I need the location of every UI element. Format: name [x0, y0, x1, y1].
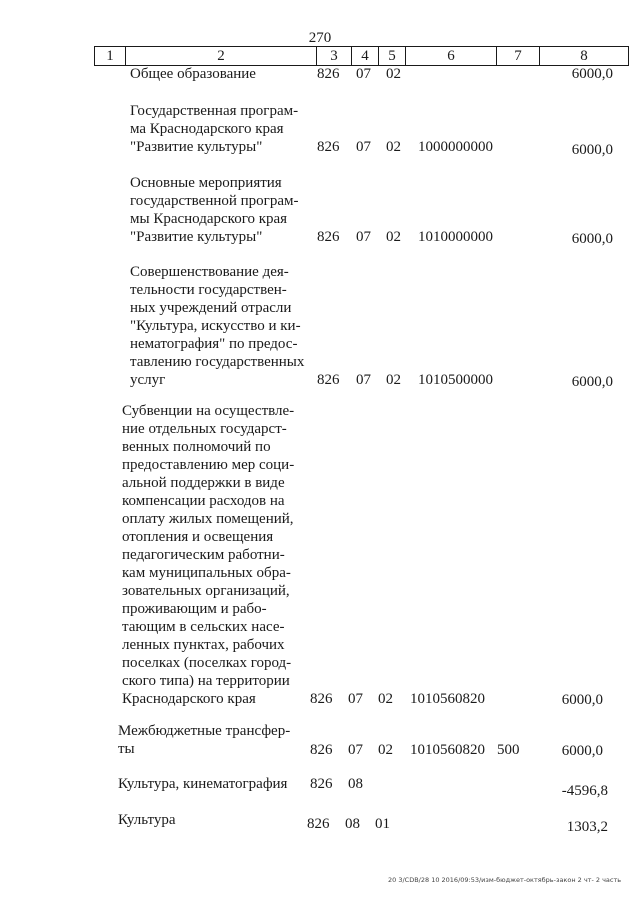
row-5-c8: 6000,0: [561, 743, 603, 759]
row-0-c8: 6000,0: [571, 66, 613, 82]
header-col-8: 8: [580, 48, 588, 64]
header-col-2: 2: [126, 47, 317, 65]
row-5-c7: 500: [497, 742, 520, 758]
table-row-7-desc: Культура: [118, 812, 176, 828]
row-2-c5: 02: [386, 229, 401, 245]
row-0-c5: 02: [386, 66, 401, 82]
header-col-7: 7: [497, 47, 540, 65]
row-0-c3: 826: [317, 66, 340, 82]
table-row-3-desc: Совершенствование дея- тельности государствен- ных учреждений отрасли "Культура, искусство и ки- нематография" по предос- тавлению государственных услуг: [130, 264, 305, 388]
header-col-6: 6: [406, 47, 497, 65]
row-2-c4: 07: [356, 229, 371, 245]
row-1-c6: 1000000000: [418, 139, 493, 155]
row-6-c8: -4596,8: [561, 783, 608, 799]
table-row-0-desc: Общее образование: [130, 66, 256, 82]
row-5-c4: 07: [348, 742, 363, 758]
row-4-c8: 6000,0: [561, 692, 603, 708]
header-col-4: 4: [352, 47, 379, 65]
row-7-c5: 01: [375, 816, 390, 832]
header-col-3: 3: [317, 47, 352, 65]
row-1-c5: 02: [386, 139, 401, 155]
row-3-c5: 02: [386, 372, 401, 388]
row-1-c8: 6000,0: [571, 142, 613, 158]
header-col-5: 5: [379, 47, 406, 65]
document-footer: 20 3/CDB/28 10 2016/09:53/изм-бюджет-октябрь-закон 2 чт- 2 часть: [388, 876, 622, 884]
table-row-1-desc: Государственная програм- ма Краснодарского края "Развитие культуры": [130, 103, 299, 155]
row-4-c3: 826: [310, 691, 333, 707]
row-7-c4: 08: [345, 816, 360, 832]
row-5-c6: 1010560820: [410, 742, 485, 758]
row-3-c6: 1010500000: [418, 372, 493, 388]
row-0-c4: 07: [356, 66, 371, 82]
row-2-c3: 826: [317, 229, 340, 245]
row-1-c3: 826: [317, 139, 340, 155]
row-5-c3: 826: [310, 742, 333, 758]
row-5-c5: 02: [378, 742, 393, 758]
row-2-c8: 6000,0: [571, 231, 613, 247]
page-number: 270: [308, 30, 332, 46]
table-row-6-desc: Культура, кинематография: [118, 776, 288, 792]
table-row-2-desc: Основные мероприятия государственной програм- мы Краснодарского края "Развитие культуры": [130, 175, 299, 245]
row-3-c4: 07: [356, 372, 371, 388]
row-4-c4: 07: [348, 691, 363, 707]
row-4-c5: 02: [378, 691, 393, 707]
row-6-c3: 826: [310, 776, 333, 792]
row-3-c8: 6000,0: [571, 374, 613, 390]
table-row-5-desc: Межбюджетные трансфер- ты: [118, 723, 291, 757]
row-4-c6: 1010560820: [410, 691, 485, 707]
row-7-c3: 826: [307, 816, 330, 832]
table-row-4-desc: Субвенции на осуществле- ние отдельных государст- венных полномочий по предоставлению мер соци- альной поддержки в виде компенсации расходов на оплату жилых помещений, отопления и освещения педагогическим работни- кам муниципальных обра- зовательных организаций, проживающим и рабо- тающим в сельских насе- ленных пунктах, рабочих поселках (поселках город- ского типа) на территории Краснодарского края: [122, 403, 295, 707]
row-7-c8: 1303,2: [566, 819, 608, 835]
row-1-c4: 07: [356, 139, 371, 155]
row-6-c4: 08: [348, 776, 363, 792]
header-col-1: 1: [95, 47, 126, 65]
row-2-c6: 1010000000: [418, 229, 493, 245]
table-header: [94, 46, 629, 66]
row-3-c3: 826: [317, 372, 340, 388]
